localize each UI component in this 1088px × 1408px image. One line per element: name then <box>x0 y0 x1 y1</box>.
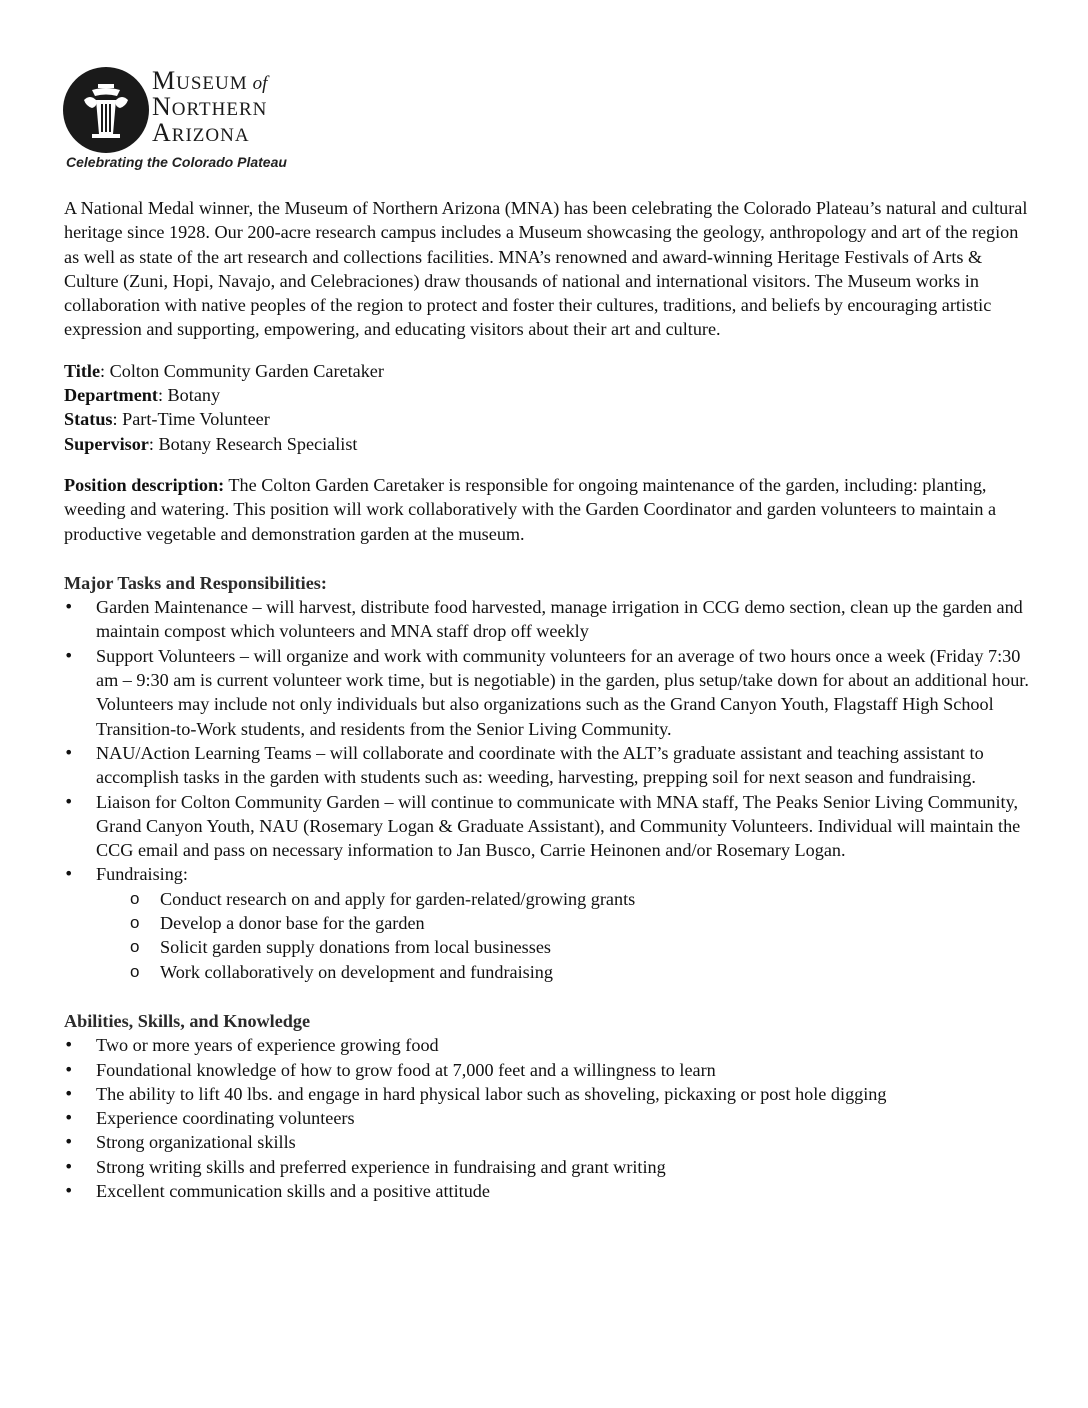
department-row <box>64 383 1029 407</box>
museum-logo-icon <box>62 66 150 154</box>
title-row <box>64 359 1029 383</box>
department-label: Department <box>64 385 158 406</box>
list-item: • Experience coordinating volunteers <box>64 1106 1029 1130</box>
list-item: • Foundational knowledge of how to grow food at 7,000 feet and a willingness to learn <box>64 1058 1029 1082</box>
list-item: • The ability to lift 40 lbs. and engage in hard physical labor such as shoveling, pickaxing or post hole digging <box>64 1082 1029 1106</box>
museum-letterhead <box>62 66 322 176</box>
wordmark-initial: A <box>152 118 172 147</box>
wordmark-of: of <box>252 73 268 94</box>
skills-section <box>64 1009 1029 1203</box>
supervisor-row <box>64 432 1029 456</box>
wordmark-initial: M <box>152 66 177 95</box>
sub-list-item: o Solicit garden supply donations from local businesses <box>96 935 1029 959</box>
wordmark-line-3 <box>152 120 267 146</box>
supervisor-value: : Botany Research Specialist <box>148 433 358 454</box>
department-value: : Botany <box>157 385 221 406</box>
sub-list-item: o Develop a donor base for the garden <box>96 911 1029 935</box>
list-item: • Support Volunteers – will organize and work with community volunteers for an average of two hours once a week (Friday 7:30 am – 9:30 am is current volunteer work time, but is negotiable) in the garden, plus setup/take down for about an additional hour. Volunteers may include not only individuals but also organizations such as the Grand Canyon Youth, Flagstaff High School Transition-to-Work students, and residents from the Senior Living Community. <box>64 644 1029 741</box>
list-item: • Liaison for Colton Community Garden – will continue to communicate with MNA staff, The Peaks Senior Living Community, Grand Canyon Youth, NAU (Rosemary Logan & Graduate Assistant), and Community Volunteers. Individual will maintain the CCG email and pass on necessary information to Jan Busco, Carrie Heinonen and/or Rosemary Logan. <box>64 790 1029 863</box>
sub-list-item: o Work collaboratively on development and fundraising <box>96 960 1029 984</box>
skills-heading: Abilities, Skills, and Knowledge <box>64 1010 311 1031</box>
wordmark-text: ORTHERN <box>171 99 268 120</box>
fundraising-sublist <box>96 887 1029 984</box>
list-item: • Strong writing skills and preferred experience in fundraising and grant writing <box>64 1155 1029 1179</box>
wordmark-text: RIZONA <box>171 125 250 146</box>
wordmark-line-2 <box>152 94 267 120</box>
status-row <box>64 407 1029 431</box>
wordmark-line-1 <box>152 68 267 94</box>
wordmark-text: USEUM <box>176 73 248 94</box>
list-item: • Excellent communication skills and a positive attitude <box>64 1179 1029 1203</box>
wordmark-initial: N <box>152 92 172 121</box>
list-item: • Strong organizational skills <box>64 1130 1029 1154</box>
tasks-section <box>64 571 1029 984</box>
position-description <box>64 473 1029 546</box>
sub-list-item: o Conduct research on and apply for garden-related/growing grants <box>96 887 1029 911</box>
tasks-list <box>64 595 1029 984</box>
fundraising-label: Fundraising: <box>96 864 188 885</box>
museum-wordmark <box>152 68 267 146</box>
intro-paragraph: A National Medal winner, the Museum of Northern Arizona (MNA) has been celebrating the Colorado Plateau’s natural and cultural heritage since 1928. Our 200-acre research campus includes a Museum showcasing the geology, anthropology and art of the region as well as state of the art research and collections facilities. MNA’s renowned and award-winning Heritage Festivals of Arts & Culture (Zuni, Hopi, Navajo, and Celebraciones) draw thousands of national and international visitors. The Museum works in collaboration with native peoples of the region to protect and foster their cultures, traditions, and beliefs by encouraging artistic expression and supporting, empowering, and educating visitors about their art and culture. <box>64 198 1028 340</box>
status-label: Status <box>64 409 113 430</box>
skills-list <box>64 1033 1029 1203</box>
position-description-label: Position description: <box>64 474 225 495</box>
title-value: : Colton Community Garden Caretaker <box>100 360 384 381</box>
title-label: Title <box>64 360 101 381</box>
document-body <box>64 196 1029 1203</box>
supervisor-label: Supervisor <box>64 433 149 454</box>
status-value: : Part-Time Volunteer <box>112 409 270 430</box>
list-item: • Two or more years of experience growing food <box>64 1033 1029 1057</box>
list-item-fundraising <box>64 862 1029 983</box>
list-item: • NAU/Action Learning Teams – will collaborate and coordinate with the ALT’s graduate assistant and teaching assistant to accomplish tasks in the garden with students such as: weeding, harvesting, prepping soil for next season and fundraising. <box>64 741 1029 790</box>
museum-tagline: Celebrating the Colorado Plateau <box>66 154 287 170</box>
tasks-heading: Major Tasks and Responsibilities: <box>64 572 327 593</box>
position-details <box>64 359 1029 456</box>
list-item: • Garden Maintenance – will harvest, distribute food harvested, manage irrigation in CCG demo section, clean up the garden and maintain compost which volunteers and MNA staff drop off weekly <box>64 595 1029 644</box>
position-description-text: The Colton Garden Caretaker is responsible for ongoing maintenance of the garden, including: planting, weeding and watering. This position will work collaboratively with the Garden Coordinator and garden volunteers to maintain a productive vegetable and demonstration garden at the museum. <box>64 474 997 544</box>
